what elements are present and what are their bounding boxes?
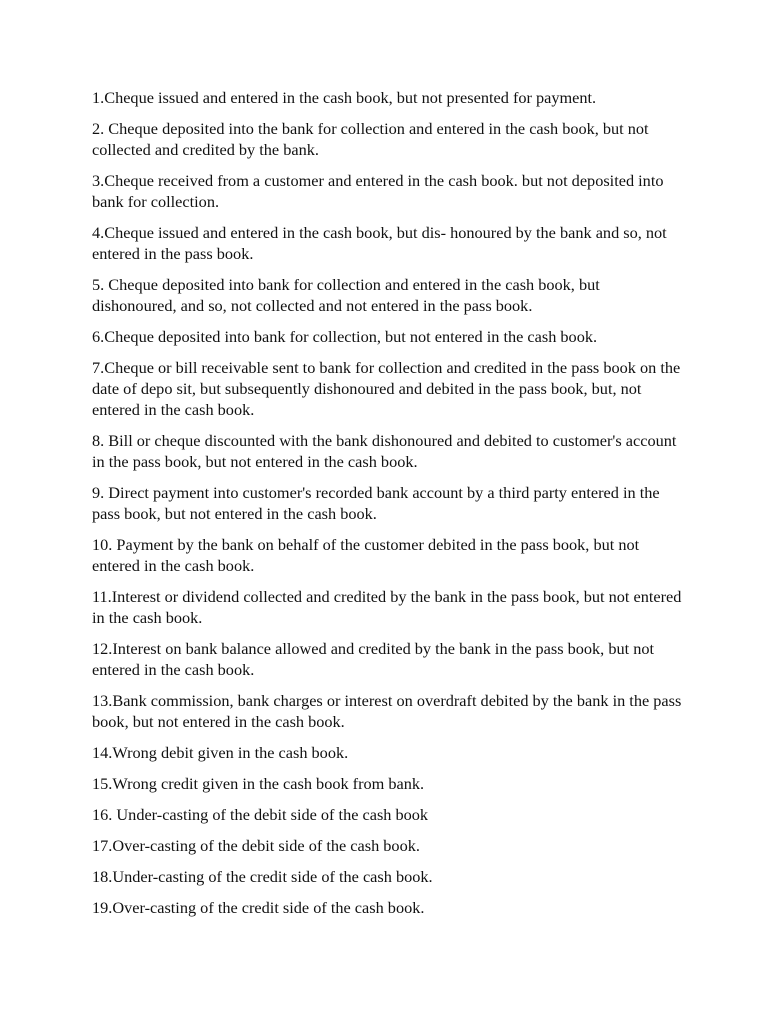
reconciliation-items-list <box>92 87 682 928</box>
list-item: 11.Interest or dividend collected and credited by the bank in the pass book, but not entered in the cash book. <box>92 587 682 627</box>
list-item: 6.Cheque deposited into bank for collection, but not entered in the cash book. <box>92 327 598 346</box>
list-item: 15.Wrong credit given in the cash book from bank. <box>92 774 425 793</box>
list-item: 2. Cheque deposited into the bank for collection and entered in the cash book, but not collected and credited by the bank. <box>92 119 649 159</box>
list-item: 9. Direct payment into customer's recorded bank account by a third party entered in the pass book, but not entered in the cash book. <box>92 483 660 523</box>
list-item: 1.Cheque issued and entered in the cash book, but not presented for payment. <box>92 88 597 107</box>
list-item: 16. Under-casting of the debit side of the cash book <box>92 805 429 824</box>
list-item: 13.Bank commission, bank charges or interest on overdraft debited by the bank in the pass book, but not entered in the cash book. <box>92 691 682 731</box>
list-item: 8. Bill or cheque discounted with the bank dishonoured and debited to customer's account in the pass book, but not entered in the cash book. <box>92 431 677 471</box>
list-item: 19.Over-casting of the credit side of the cash book. <box>92 898 425 917</box>
list-item: 5. Cheque deposited into bank for collection and entered in the cash book, but dishonoured, and so, not collected and not entered in the pass book. <box>92 275 600 315</box>
list-item: 17.Over-casting of the debit side of the cash book. <box>92 836 420 855</box>
list-item: 3.Cheque received from a customer and entered in the cash book. but not deposited into bank for collection. <box>92 171 664 211</box>
list-item: 7.Cheque or bill receivable sent to bank for collection and credited in the pass book on the date of depo sit, but subsequently dishonoured and debited in the pass book, but, not entered in the cash book. <box>92 358 681 419</box>
list-item: 4.Cheque issued and entered in the cash book, but dis- honoured by the bank and so, not entered in the pass book. <box>92 223 667 263</box>
list-item: 14.Wrong debit given in the cash book. <box>92 743 349 762</box>
list-item: 12.Interest on bank balance allowed and credited by the bank in the pass book, but not entered in the cash book. <box>92 639 654 679</box>
list-item: 18.Under-casting of the credit side of the cash book. <box>92 867 433 886</box>
list-item: 10. Payment by the bank on behalf of the customer debited in the pass book, but not entered in the cash book. <box>92 535 640 575</box>
